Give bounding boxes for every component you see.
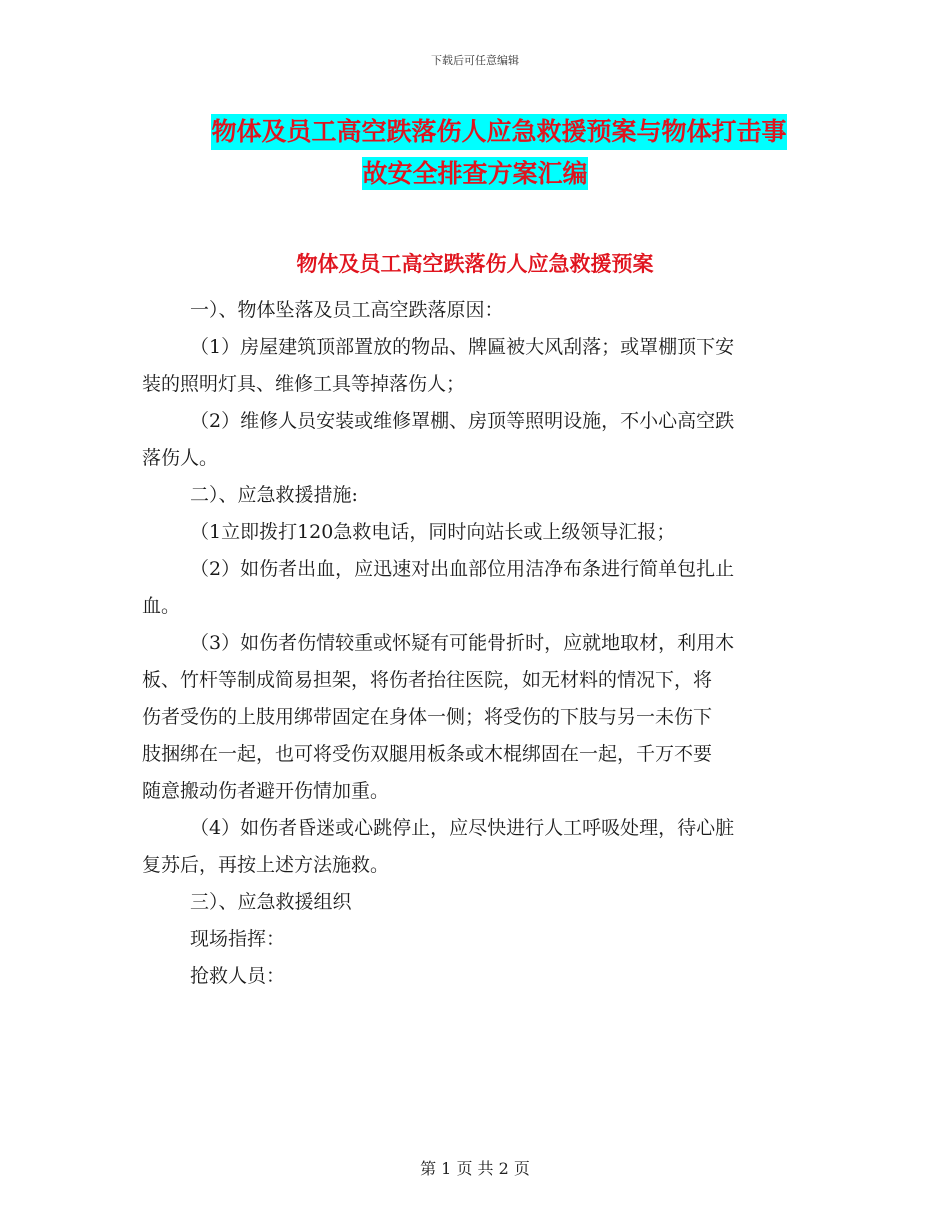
header-note: 下载后可任意编辑: [431, 54, 519, 67]
document-title-line-1: [0, 114, 950, 150]
paragraph-line: 伤者受伤的上肢用绑带固定在身体一侧；将受伤的下肢与另一未伤下: [142, 706, 713, 728]
paragraph-line: 落伤人。: [142, 447, 219, 469]
paragraph-line: （2）维修人员安装或维修罩棚、房顶等照明设施，不小心高空跌: [190, 410, 735, 432]
field-rescue-personnel: 抢救人员：: [190, 965, 286, 987]
paragraph-line: （2）如伤者出血，应迅速对出血部位用洁净布条进行简单包扎止: [190, 558, 735, 580]
paragraph-line: 随意搬动伤者避开伤情加重。: [142, 780, 390, 802]
section-title: 物体及员工高空跌落伤人应急救援预案: [296, 251, 654, 276]
document-title-line-2: [0, 158, 950, 190]
paragraph-line: （1）房屋建筑顶部置放的物品、牌匾被大风刮落；或罩棚顶下安: [190, 336, 735, 358]
heading-causes: 一）、物体坠落及员工高空跌落原因：: [190, 299, 504, 321]
paragraph-line: （3）如伤者伤情较重或怀疑有可能骨折时，应就地取材，利用木: [190, 632, 735, 654]
heading-organization: 三）、应急救援组织: [190, 891, 352, 913]
document-title-text-1: 物体及员工高空跌落伤人应急救援预案与物体打击事: [211, 114, 786, 150]
paragraph-line: 肢捆绑在一起，也可将受伤双腿用板条或木棍绑固在一起，千万不要: [142, 743, 713, 765]
document-title-text-2: 故安全排查方案汇编: [362, 159, 588, 188]
paragraph-line: 复苏后，再按上述方法施救。: [142, 854, 390, 876]
paragraph-line: 板、竹杆等制成简易担架，将伤者抬往医院，如无材料的情况下，将: [142, 669, 713, 691]
page-footer: 第 1 页 共 2 页: [420, 1159, 530, 1178]
paragraph-line: 装的照明灯具、维修工具等掉落伤人；: [142, 373, 466, 395]
paragraph-line: （1立即拨打120急救电话，同时向站长或上级领导汇报；: [190, 521, 676, 543]
paragraph-line: 血。: [142, 595, 181, 617]
paragraph-line: （4）如伤者昏迷或心跳停止，应尽快进行人工呼吸处理，待心脏: [190, 817, 735, 839]
heading-measures: 二）、应急救援措施:: [190, 484, 358, 506]
field-on-site-command: 现场指挥：: [190, 928, 286, 950]
